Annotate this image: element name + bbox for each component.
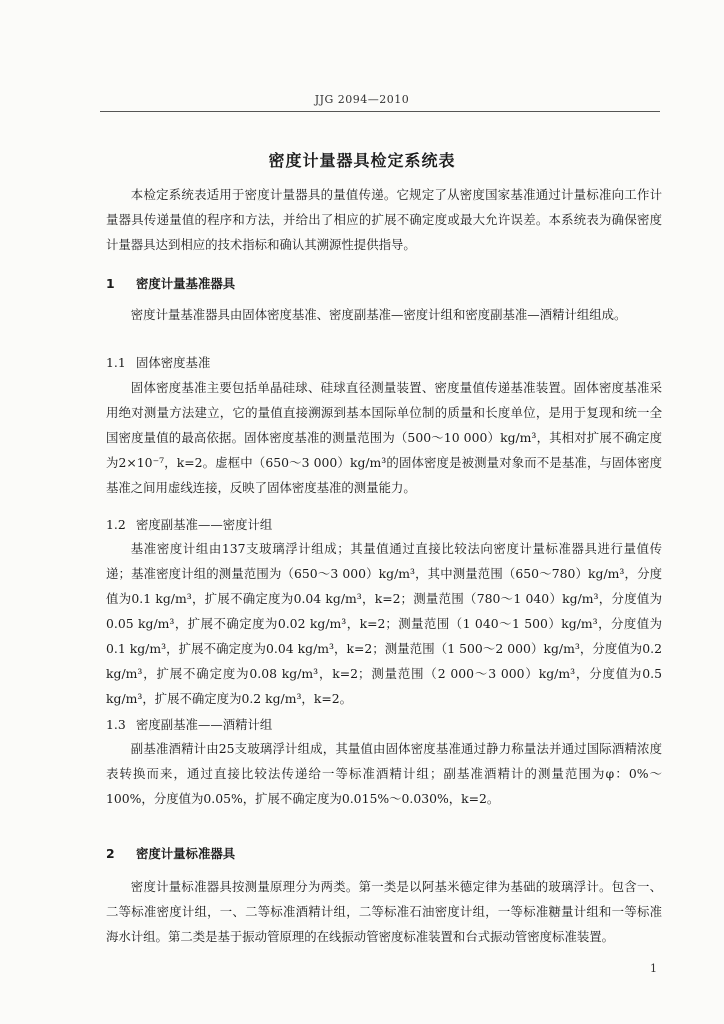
section-1-title: 密度计量基准器具 bbox=[136, 276, 236, 291]
section-1-1-title: 固体密度基准 bbox=[136, 355, 211, 370]
section-1-1-paragraph: 固体密度基准主要包括单晶硅球、硅球直径测量装置、密度量值传递基准装置。固体密度基准采用绝对测量方法建立，它的量值直接溯源到基本国际单位制的质量和长度单位，是用于复现和统一全国密度量值的最高依据。固体密度基准的测量范围为（500～10 000）kg/m³，其相对扩展不确定度为2×10⁻⁷，k=2。虚框中（650～3 000）kg/m³的固体密度是被测量对象而不是基准，与固体密度基准之间用虚线连接，反映了固体密度基准的测量能力。 bbox=[106, 380, 662, 495]
section-1-3-title: 密度副基准——酒精计组 bbox=[136, 717, 273, 732]
section-2-paragraph: 密度计量标准器具按测量原理分为两类。第一类是以阿基米德定律为基础的玻璃浮计。包含一、二等标准密度计组，一、二等标准酒精计组，二等标准石油密度计组，一等标准糖量计组和一等标准海水计组。第二类是基于振动管原理的在线振动管密度标准装置和台式振动管密度标准装置。 bbox=[106, 879, 662, 944]
section-1-paragraph: 密度计量基准器具由固体密度基准、密度副基准—密度计组和密度副基准—酒精计组组成。 bbox=[130, 307, 627, 322]
section-2-number: 2 bbox=[106, 846, 115, 861]
section-1-3-number: 1.3 bbox=[106, 717, 126, 732]
intro-paragraph: 本检定系统表适用于密度计量器具的量值传递。它规定了从密度国家基准通过计量标准向工作计量器具传递量值的程序和方法，并给出了相应的扩展不确定度或最大允许误差。本系统表为确保密度计量器具达到相应的技术指标和确认其溯源性提供指导。 bbox=[106, 187, 662, 252]
section-1-heading bbox=[106, 271, 662, 296]
section-1-2-number: 1.2 bbox=[106, 517, 126, 532]
document-title: 密度计量器具检定系统表 bbox=[268, 151, 456, 170]
section-1-2-paragraph: 基准密度计组由137支玻璃浮计组成；其量值通过直接比较法向密度计量标准器具进行量值传递；基准密度计组的测量范围为（650～3 000）kg/m³，其中测量范围（650～780）kg/m³，分度值为0.1 kg/m³，扩展不确定度为0.04 kg/m³，k=2；测量范围（780～1 040）kg/m³，分度值为0.05 kg/m³，扩展不确定度为0.02 kg/m³，k=2；测量范围（1 040～1 500）kg/m³，分度值为0.1 kg/m³，扩展不确定度为0.04 kg/m³，k=2；测量范围（1 500～2 000）kg/m³，分度值为0.2 kg/m³，扩展不确定度为0.08 kg/m³，k=2；测量范围（2 000～3 000）kg/m³，分度值为0.5 kg/m³，扩展不确定度为0.2 kg/m³，k=2。 bbox=[106, 541, 662, 706]
header-rule bbox=[100, 111, 660, 112]
section-1-1-heading bbox=[106, 350, 662, 375]
page-number: 1 bbox=[650, 962, 657, 975]
section-2-title: 密度计量标准器具 bbox=[136, 846, 236, 861]
section-1-2-heading bbox=[106, 512, 662, 537]
section-1-3-paragraph: 副基准酒精计由25支玻璃浮计组成，其量值由固体密度基准通过静力称量法并通过国际酒精浓度表转换而来，通过直接比较法传递给一等标准酒精计组；副基准酒精计的测量范围为φ：0%～100%，分度值为0.05%，扩展不确定度为0.015%～0.030%，k=2。 bbox=[106, 741, 662, 806]
section-1-2-title: 密度副基准——密度计组 bbox=[136, 517, 273, 532]
section-2-heading bbox=[106, 841, 662, 866]
standard-code-header: JJG 2094—2010 bbox=[314, 93, 410, 106]
section-1-1-number: 1.1 bbox=[106, 355, 126, 370]
section-1-3-heading bbox=[106, 712, 662, 737]
section-1-number: 1 bbox=[106, 276, 115, 291]
